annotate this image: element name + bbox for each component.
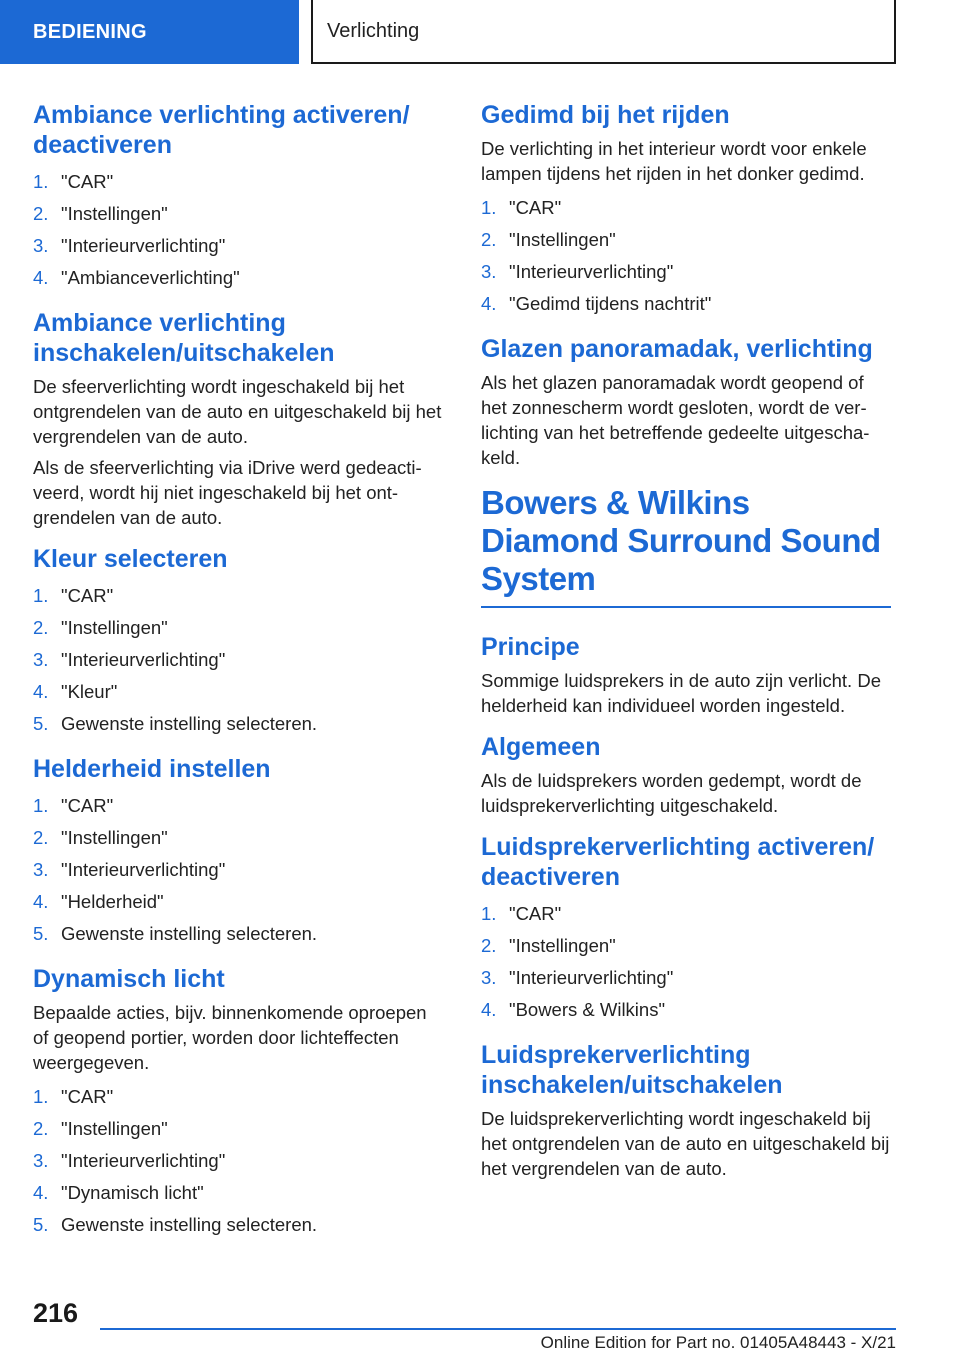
step-text: "Instellingen" [61, 1118, 168, 1139]
step-text: "CAR" [61, 171, 114, 192]
list-item [33, 1209, 443, 1241]
list-item [33, 1177, 443, 1209]
list-item [481, 192, 891, 224]
numbered-list [481, 898, 891, 1026]
step-text: "Interieurverlichting" [509, 967, 674, 988]
step-number: 1. [33, 795, 49, 816]
list-item [33, 612, 443, 644]
list-item [33, 230, 443, 262]
step-text: "Bowers & Wilkins" [509, 999, 666, 1020]
list-item [33, 854, 443, 886]
section-heading: Luidsprekerverlichting inschakelen/uitschakelen [481, 1041, 783, 1099]
list-item [33, 918, 443, 950]
step-text: "Dynamisch licht" [61, 1182, 204, 1203]
step-number: 3. [33, 1150, 49, 1171]
step-text: "Ambianceverlichting" [61, 267, 240, 288]
list-item [481, 288, 891, 320]
list-item [33, 1113, 443, 1145]
step-text: "Instellingen" [61, 203, 168, 224]
paragraph: Bepaalde acties, bijv. binnenkomende oproepen of geopend portier, worden door lichteffecten weergegeven. [33, 1002, 427, 1073]
step-text: "Gedimd tijdens nachtrit" [509, 293, 712, 314]
step-number: 2. [33, 827, 49, 848]
list-item [481, 898, 891, 930]
step-number: 5. [33, 1214, 49, 1235]
list-item [33, 580, 443, 612]
step-number: 4. [33, 891, 49, 912]
step-text: "CAR" [509, 903, 562, 924]
paragraph: Als de sfeerverlichting via iDrive werd gedeactiveerd, wordt hij niet ingeschakeld bij het ontgrendelen van de auto. [33, 457, 422, 528]
paragraph: Als het glazen panoramadak wordt geopend of het zonnescherm wordt gesloten, wordt de verlichting van het betreffende gedeelte uitgeschakeld. [481, 372, 870, 468]
step-number: 4. [33, 267, 49, 288]
step-text: Gewenste instelling selecteren. [61, 1214, 318, 1235]
list-item [33, 708, 443, 740]
section-heading: Kleur selecteren [33, 545, 228, 573]
section-heading: Ambiance verlichting activeren/ deactiveren [33, 101, 410, 159]
step-text: "CAR" [61, 1086, 114, 1107]
paragraph: Als de luidsprekers worden gedempt, wordt de luidsprekerverlichting uitgeschakeld. [481, 770, 862, 816]
step-number: 1. [481, 903, 497, 924]
chapter-heading-block [481, 484, 891, 608]
page-number: 216 [33, 1298, 79, 1328]
step-number: 4. [481, 999, 497, 1020]
section-heading: Glazen panoramadak, verlichting [481, 335, 873, 363]
chapter-heading: Bowers & Wilkins Diamond Surround Sound System [481, 484, 881, 597]
step-number: 2. [481, 935, 497, 956]
step-number: 4. [481, 293, 497, 314]
step-number: 3. [33, 649, 49, 670]
list-item [33, 822, 443, 854]
step-text: "CAR" [61, 585, 114, 606]
numbered-list [33, 166, 443, 294]
step-number: 3. [481, 261, 497, 282]
list-item [33, 198, 443, 230]
step-number: 4. [33, 1182, 49, 1203]
step-number: 5. [33, 713, 49, 734]
step-number: 3. [33, 235, 49, 256]
step-text: "Interieurverlichting" [61, 235, 226, 256]
step-number: 4. [33, 681, 49, 702]
paragraph: De luidsprekerverlichting wordt ingeschakeld bij het ontgrendelen van de auto en uitgeschakeld bij het vergrendelen van de auto. [481, 1108, 890, 1179]
section-heading: Luidsprekerverlichting activeren/ deactiveren [481, 833, 875, 891]
step-text: "Instellingen" [509, 229, 616, 250]
step-number: 2. [33, 203, 49, 224]
section-heading: Algemeen [481, 733, 601, 761]
paragraph: De verlichting in het interieur wordt voor enkele lampen tijdens het rijden in het donker gedimd. [481, 138, 867, 184]
edition-note: Online Edition for Part no. 01405A48443 - X/21 [540, 1333, 896, 1352]
list-item [33, 790, 443, 822]
step-text: Gewenste instelling selecteren. [61, 923, 318, 944]
section-title: BEDIENING [33, 20, 147, 43]
chapter-title: Verlichting [327, 19, 420, 42]
step-text: "CAR" [61, 795, 114, 816]
step-number: 1. [481, 197, 497, 218]
section-heading: Gedimd bij het rijden [481, 101, 730, 129]
step-text: "Instellingen" [509, 935, 616, 956]
step-text: "Kleur" [61, 681, 118, 702]
numbered-list [33, 580, 443, 740]
list-item [33, 166, 443, 198]
step-number: 2. [33, 1118, 49, 1139]
step-text: "CAR" [509, 197, 562, 218]
list-item [33, 1145, 443, 1177]
step-number: 1. [33, 171, 49, 192]
list-item [481, 994, 891, 1026]
list-item [481, 224, 891, 256]
list-item [481, 930, 891, 962]
section-heading: Dynamisch licht [33, 965, 225, 993]
step-number: 1. [33, 585, 49, 606]
left-column [33, 100, 443, 1255]
step-text: "Interieurverlichting" [61, 649, 226, 670]
section-heading: Ambiance verlichting inschakelen/uitschakelen [33, 309, 335, 367]
step-number: 2. [33, 617, 49, 638]
step-text: "Interieurverlichting" [61, 859, 226, 880]
step-text: Gewenste instelling selecteren. [61, 713, 318, 734]
step-text: "Instellingen" [61, 617, 168, 638]
step-number: 3. [481, 967, 497, 988]
step-number: 5. [33, 923, 49, 944]
footer-divider [100, 1328, 896, 1330]
list-item [481, 256, 891, 288]
section-heading: Principe [481, 633, 580, 661]
step-number: 3. [33, 859, 49, 880]
list-item [33, 262, 443, 294]
section-tab [0, 0, 299, 64]
step-text: "Instellingen" [61, 827, 168, 848]
right-column [481, 100, 891, 1187]
step-text: "Helderheid" [61, 891, 164, 912]
section-heading: Helderheid instellen [33, 755, 271, 783]
paragraph: Sommige luidsprekers in de auto zijn verlicht. De helderheid kan individueel worden ingesteld. [481, 670, 881, 716]
numbered-list [33, 1081, 443, 1241]
list-item [481, 962, 891, 994]
step-text: "Interieurverlichting" [509, 261, 674, 282]
numbered-list [481, 192, 891, 320]
step-number: 1. [33, 1086, 49, 1107]
step-text: "Interieurverlichting" [61, 1150, 226, 1171]
paragraph: De sfeerverlichting wordt ingeschakeld bij het ontgrendelen van de auto en uitgeschakeld bij het vergrendelen van de auto. [33, 376, 442, 447]
step-number: 2. [481, 229, 497, 250]
numbered-list [33, 790, 443, 950]
chapter-tab [311, 0, 896, 64]
list-item [33, 886, 443, 918]
list-item [33, 1081, 443, 1113]
list-item [33, 676, 443, 708]
list-item [33, 644, 443, 676]
